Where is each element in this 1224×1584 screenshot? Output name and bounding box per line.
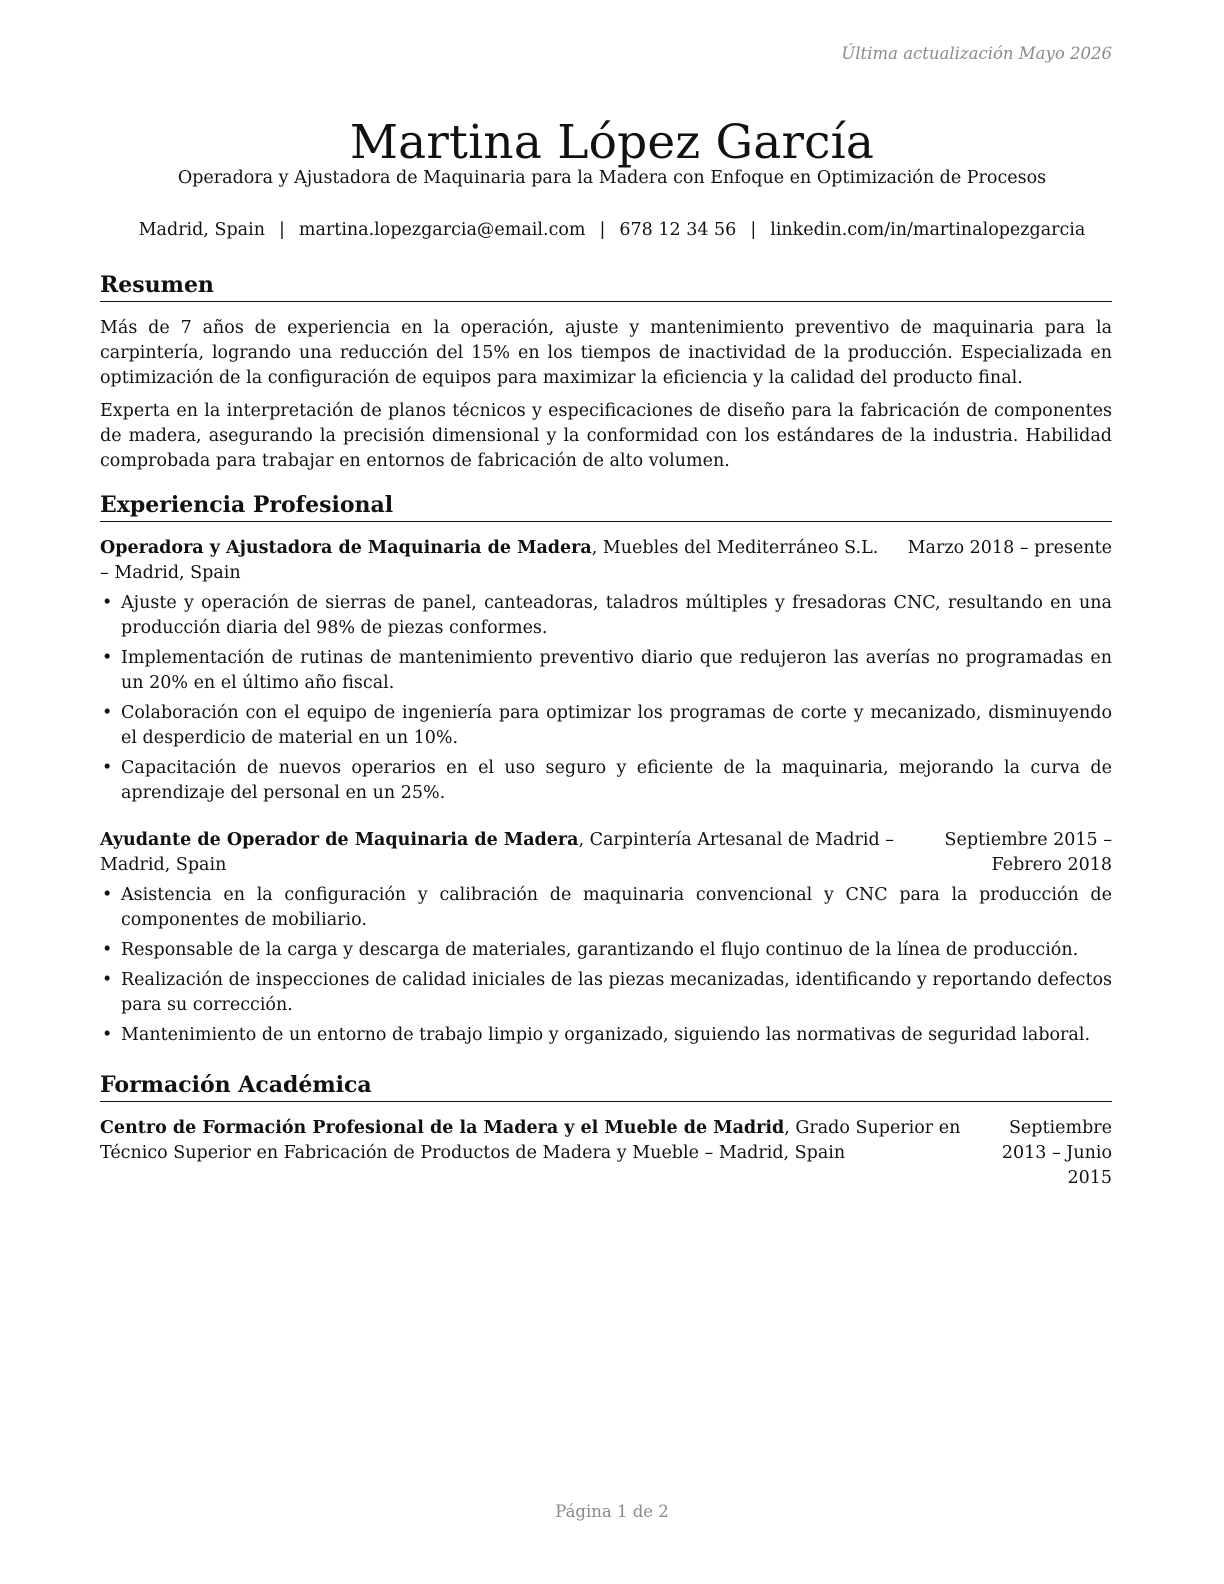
list-item: • Implementación de rutinas de mantenimiento preventivo diario que redujeron las averías no programadas en un 20% en el último año fiscal.	[100, 646, 1112, 696]
contact-separator: |	[278, 220, 285, 240]
education-details	[100, 1116, 972, 1191]
education-entry	[100, 1116, 1112, 1191]
job-company: , Muebles del Mediterráneo S.L. – Madrid, Spain	[100, 538, 879, 583]
contact-phone: 678 12 34 56	[619, 220, 737, 240]
job-title-line	[100, 536, 882, 586]
list-item: • Realización de inspecciones de calidad iniciales de las piezas mecanizadas, identificando y reportando defectos para su corrección.	[100, 968, 1112, 1018]
list-item: • Asistencia en la configuración y calibración de maquinaria convencional y CNC para la producción de componentes de mobiliario.	[100, 883, 1112, 933]
list-item: • Capacitación de nuevos operarios en el uso seguro y eficiente de la maquinaria, mejorando la curva de aprendizaje del personal en un 25%.	[100, 756, 1112, 806]
contact-email[interactable]: martina.lopezgarcia@email.com	[298, 220, 586, 240]
job-dates: Marzo 2018 – presente	[907, 538, 1112, 558]
section-title-experience: Experiencia Profesional	[100, 490, 1112, 522]
contact-linkedin[interactable]: linkedin.com/in/martinalopezgarcia	[770, 220, 1086, 240]
job-header	[100, 536, 1112, 586]
resume-content	[100, 270, 1112, 1207]
section-title-summary: Resumen	[100, 270, 1112, 302]
contact-location: Madrid, Spain	[138, 220, 265, 240]
job-bullets	[100, 883, 1112, 1048]
education-institution: Centro de Formación Profesional de la Madera y el Mueble de Madrid	[100, 1118, 785, 1138]
job-role: Ayudante de Operador de Maquinaria de Madera	[100, 830, 579, 850]
job-title-line	[100, 828, 942, 878]
list-item: • Mantenimiento de un entorno de trabajo limpio y organizado, siguiendo las normativas de seguridad laboral.	[100, 1023, 1112, 1048]
contact-separator: |	[599, 220, 606, 240]
summary-paragraph: Experta en la interpretación de planos técnicos y especificaciones de diseño para la fabricación de componentes de madera, asegurando la precisión dimensional y la conformidad con los estándares de la industria. Habilidad comprobada para trabajar en entornos de fabricación de alto volumen.	[100, 401, 1112, 471]
section-title-education: Formación Académica	[100, 1070, 1112, 1102]
job-entry	[100, 536, 1112, 806]
contact-separator: |	[750, 220, 757, 240]
education-section	[100, 1070, 1112, 1191]
contact-line	[0, 220, 1224, 240]
job-company: , Carpintería Artesanal de Madrid – Madrid, Spain	[100, 830, 895, 875]
job-bullets	[100, 591, 1112, 806]
summary-section	[100, 270, 1112, 474]
list-item: • Ajuste y operación de sierras de panel, canteadoras, taladros múltiples y fresadoras CNC, resultando en una producción diaria del 98% de piezas conformes.	[100, 591, 1112, 641]
candidate-name: Martina López García	[349, 115, 875, 171]
summary-paragraph: Más de 7 años de experiencia en la operación, ajuste y mantenimiento preventivo de maquinaria para la carpintería, logrando una reducción del 15% en los tiempos de inactividad de la producción. Especializada en optimización de la configuración de equipos para maximizar la eficiencia y la calidad del producto final.	[100, 318, 1112, 388]
job-entry	[100, 828, 1112, 1048]
professional-headline: Operadora y Ajustadora de Maquinaria para la Madera con Enfoque en Optimización de Procesos	[177, 168, 1047, 188]
list-item: • Colaboración con el equipo de ingeniería para optimizar los programas de corte y mecanizado, disminuyendo el desperdicio de material en un 10%.	[100, 701, 1112, 751]
job-role: Operadora y Ajustadora de Maquinaria de Madera	[100, 538, 592, 558]
last-updated: Última actualización Mayo 2026	[841, 44, 1112, 63]
page-number: Página 1 de 2	[555, 1502, 669, 1521]
job-header	[100, 828, 1112, 878]
job-dates: Septiembre 2015 – Febrero 2018	[944, 830, 1112, 875]
list-item: • Responsable de la carga y descarga de materiales, garantizando el flujo continuo de la línea de producción.	[100, 938, 1112, 963]
education-degree: , Grado Superior en Técnico Superior en Fabricación de Productos de Madera y Mueble – Madrid, Spain	[100, 1118, 961, 1163]
education-dates: Septiembre 2013 – Junio 2015	[1001, 1118, 1112, 1188]
experience-section	[100, 490, 1112, 1048]
